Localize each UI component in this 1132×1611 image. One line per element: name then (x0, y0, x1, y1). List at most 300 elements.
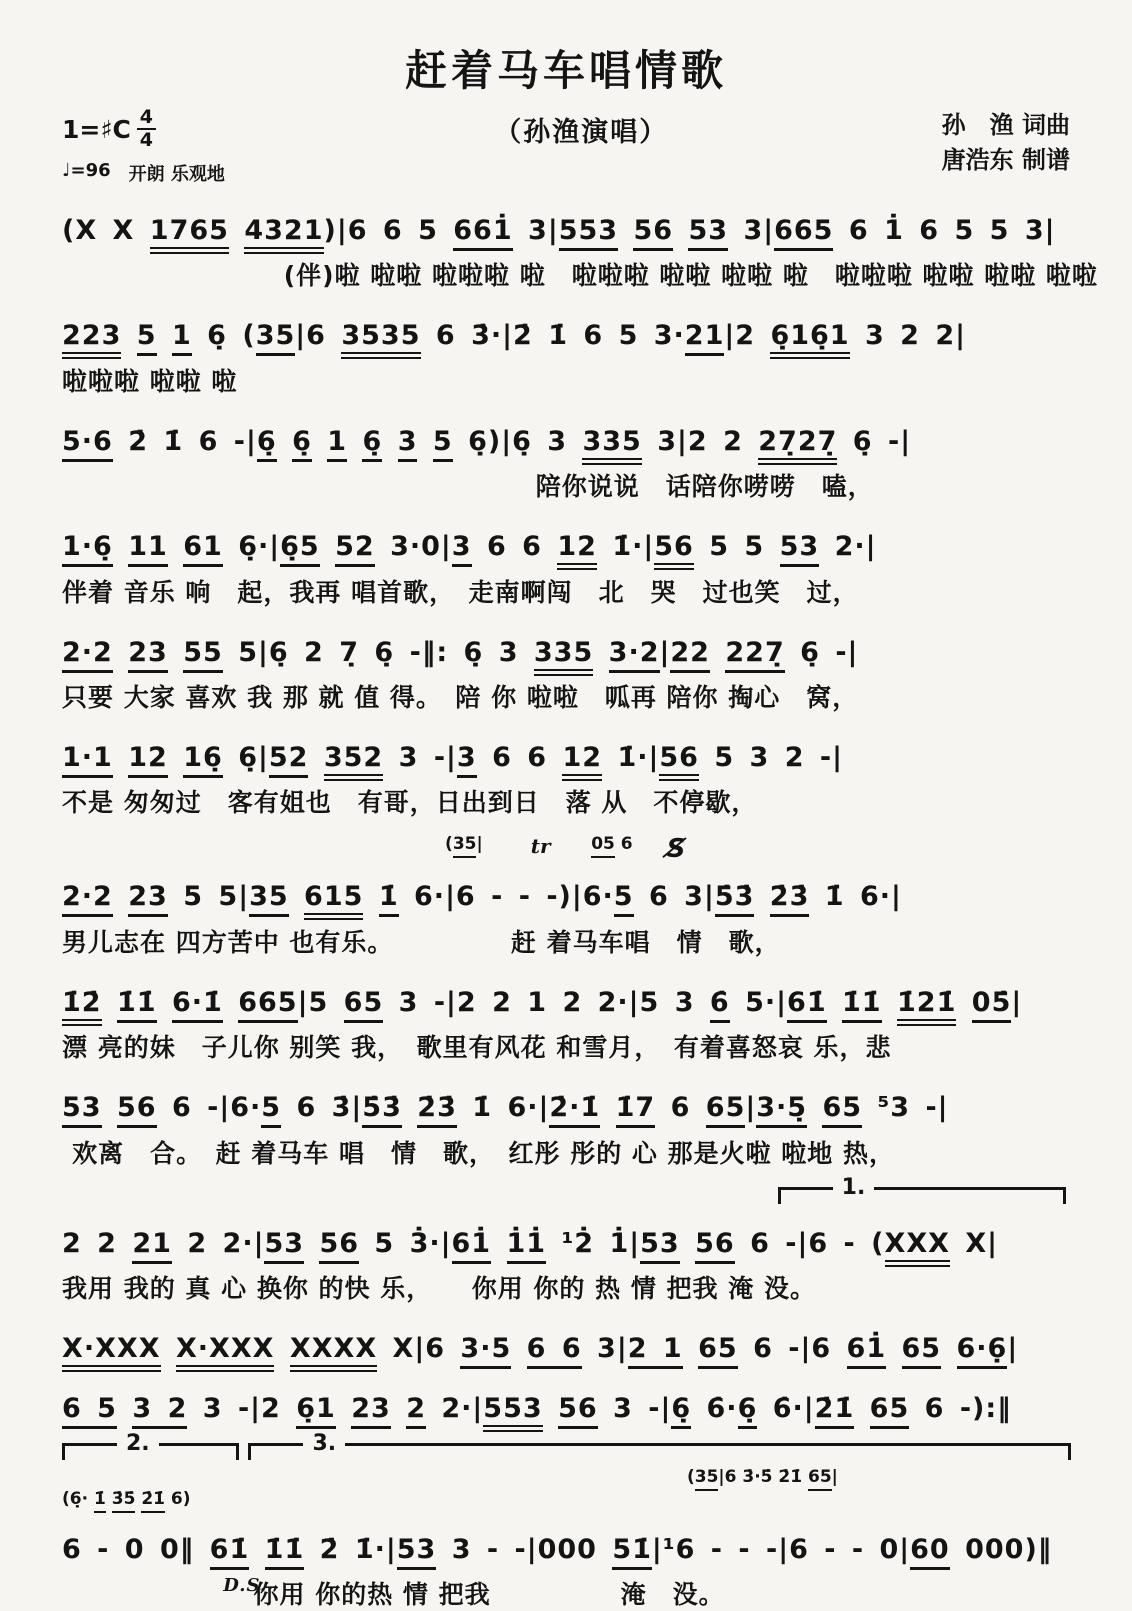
notes-line (62, 307, 1070, 352)
note-text: 6̣·| (222, 531, 281, 563)
beamed-note-group: 55 (183, 637, 223, 673)
beamed-note-group: 5 (137, 320, 157, 356)
note-text (277, 426, 292, 457)
beamed-note-group: 52 (269, 742, 309, 778)
lyrics-line (62, 783, 1070, 819)
lyrics-line (62, 1269, 1070, 1305)
beamed-note-group: 53 (264, 1228, 304, 1264)
note-text (106, 1489, 112, 1509)
lyrics-line (62, 256, 1098, 292)
beamed-note-group: 27̣27̣ (758, 426, 837, 465)
beamed-note-group: 5̇3̇ (362, 1092, 402, 1128)
beamed-note-group: 56 (659, 742, 699, 781)
system-9 (62, 1079, 1070, 1169)
notes-line (62, 1215, 1070, 1260)
notes-line (62, 1380, 1070, 1425)
lyrics-line (62, 923, 1070, 959)
beamed-note-group: 2·2 (62, 881, 113, 917)
note-text (249, 1534, 264, 1565)
note-text (543, 1393, 558, 1424)
pickup-notes (445, 834, 483, 854)
segno-icon (667, 834, 686, 864)
note-text: 2̇ 1̇·| (304, 1533, 397, 1565)
beamed-note-group: 615 (304, 881, 363, 920)
beamed-note-group: 6̣1 (296, 1393, 336, 1429)
beamed-note-group: 1̇7 (616, 1092, 656, 1128)
note-text: 3 -| (383, 741, 457, 773)
note-text: 6 3| (633, 881, 715, 913)
header-left (62, 108, 398, 186)
beamed-note-group: 1̇1̇ (117, 987, 157, 1023)
note-text (854, 1393, 869, 1424)
note-text: 3 2 2| (849, 320, 967, 352)
note-text: 1̇·| (596, 531, 655, 563)
note-text: 6 -):‖ (909, 1393, 1012, 1425)
note-text (113, 637, 128, 668)
volta-number: 3. (303, 1431, 345, 1456)
beamed-note-group: 1̇1̇ (842, 987, 882, 1023)
beamed-note-group: 2̇3̇ (770, 881, 810, 917)
notes-line (62, 974, 1070, 1019)
note-text: 3| (728, 215, 775, 246)
beamed-note-group: 21 (132, 1228, 172, 1264)
note-text (113, 742, 128, 773)
beamed-note-group: 51̇ (612, 1534, 652, 1570)
note-text (304, 1228, 319, 1259)
lyrics-line (62, 1028, 1070, 1064)
time-signature-denominator: 4 (139, 129, 154, 151)
note-text (168, 742, 183, 773)
note-text (511, 1333, 526, 1364)
note-text: 6 3̇| (281, 1092, 363, 1124)
beamed-note-group: 352 (324, 742, 383, 781)
note-text: | (831, 1466, 838, 1487)
beamed-note-group: 6̣ (362, 426, 382, 462)
note-text (320, 531, 335, 562)
beamed-note-group: 3535 (341, 320, 420, 359)
note-text (117, 1393, 132, 1424)
beamed-note-group: XXXX (290, 1333, 377, 1372)
note-text: )|6 6 5 (323, 215, 454, 246)
notes-line (62, 413, 1070, 458)
note-text: 5|6̣ 2 7̣ 6̣ -‖: 6̣ 3 (222, 636, 534, 668)
note-text: 6̇· (691, 1393, 738, 1425)
lyrics-text: (伴)啦 啦啦 啦啦啦 啦 啦啦啦 啦啦 啦啦 啦 啦啦啦 啦啦 啦啦 啦啦 (283, 261, 1098, 291)
beamed-note-group: 4321 (244, 215, 323, 254)
note-text: 5 5 (693, 531, 780, 563)
note-text: ⁵3 -| (862, 1092, 949, 1124)
volta-1-bracket (778, 1174, 1066, 1204)
beamed-note-group: 11 (128, 531, 168, 567)
note-text: 2̇ 1̇ 6 -| (112, 425, 257, 457)
note-text (102, 1092, 117, 1123)
beamed-note-group: 52 (335, 531, 375, 567)
note-text: (X X (62, 215, 150, 246)
lyrics-line (62, 678, 1070, 714)
notes-line (62, 202, 1070, 247)
notes-line (62, 729, 1070, 774)
page-title: 赶着马车唱情歌 (404, 46, 727, 95)
note-text (382, 426, 397, 457)
note-text (600, 1092, 615, 1123)
note-text: ( (686, 1466, 695, 1487)
beamed-note-group: 5·6 (62, 426, 113, 462)
beamed-note-group: 05̇ (972, 987, 1012, 1023)
beamed-note-group: 665 (238, 987, 297, 1023)
beamed-note-group: 61̇ (847, 1333, 887, 1369)
note-text: | (1011, 986, 1023, 1018)
note-text (391, 1393, 406, 1424)
note-text: (6̣· (62, 1488, 94, 1509)
grace-notes-right (687, 1467, 838, 1487)
note-text: 2 2 (62, 1227, 133, 1259)
lyrics-line (62, 467, 1070, 503)
beamed-note-group: 3·5̣ (756, 1092, 807, 1128)
beamed-note-group: 60 (910, 1534, 950, 1570)
lyrics-text: 漂 亮的妹 子儿你 别笑 我， 歌里有风花 和雪月， 有着喜怒哀 乐，悲 (62, 1033, 892, 1063)
note-text: 6̣ ( (191, 320, 256, 352)
note-text: 6̣ -| (784, 636, 859, 668)
time-signature (137, 108, 156, 150)
beamed-note-group: 3 (457, 742, 477, 778)
ds-marker: D.S. (223, 1575, 268, 1597)
beamed-note-group: 3̇5̇ (112, 1489, 136, 1513)
note-text (157, 320, 172, 351)
note-text (157, 987, 172, 1018)
tempo-mark: ♩=96 (62, 160, 111, 181)
beamed-note-group: 5̇3̇ (715, 881, 755, 917)
note-text (168, 531, 183, 562)
volta-3-bracket (248, 1430, 1070, 1460)
note-text: tr (530, 834, 551, 859)
beamed-note-group: 12 (128, 742, 168, 778)
note-text: | (745, 1092, 757, 1124)
note-text (941, 1333, 956, 1364)
beamed-note-group: 553 (559, 215, 618, 251)
note-text: 5 5| (167, 881, 250, 913)
note-text: | (476, 834, 483, 855)
beamed-note-group: 6̣ (292, 426, 312, 462)
note-text (308, 742, 323, 773)
system-12 (62, 1380, 1070, 1425)
note-text (827, 987, 842, 1018)
notes-line (62, 624, 1070, 669)
note-text: 6 -|6 - ( (734, 1227, 885, 1259)
volta-number: 2. (117, 1431, 159, 1456)
note-text (113, 531, 128, 562)
beamed-note-group: 227̣ (725, 637, 784, 673)
note-text: 3| (581, 1332, 628, 1364)
volta-2-bracket (62, 1430, 239, 1460)
note-text (363, 881, 378, 912)
beamed-note-group: 5 (614, 881, 634, 917)
beamed-note-group: 6 6 (527, 1333, 582, 1369)
note-text: 2·| (425, 1393, 484, 1425)
system-2 (62, 307, 1070, 397)
note-text: 6 (614, 834, 633, 855)
note-text: S̸ (666, 834, 686, 865)
beamed-note-group: 335 (534, 637, 593, 676)
beamed-note-group: 1̇21̇ (897, 987, 956, 1026)
note-text (223, 987, 238, 1018)
beamed-note-group: 61̇ (210, 1534, 250, 1570)
beamed-note-group: 1̇1̇ (507, 1228, 547, 1264)
beamed-note-group: XXX (885, 1228, 950, 1267)
volta-number: 1. (833, 1175, 875, 1200)
annotation-row (62, 1174, 1070, 1215)
beamed-note-group: 35 (256, 320, 296, 356)
note-text: 6 -|6 (737, 1332, 847, 1364)
note-text: 6 6 (471, 531, 558, 563)
system-1 (62, 202, 1098, 292)
beamed-note-group: 2 1 (628, 1333, 683, 1369)
beamed-note-group: 665 (774, 215, 833, 251)
beamed-note-group: 53 (688, 215, 728, 251)
beamed-note-group: 2̇3̇ (417, 1092, 457, 1128)
note-text: 2 2·| (171, 1227, 265, 1259)
beamed-note-group: 65 (902, 1333, 942, 1369)
note-text: |5 (297, 986, 344, 1018)
system-13 (62, 1430, 1070, 1611)
beamed-note-group: 23 (128, 637, 168, 673)
note-text: 6) (165, 1488, 191, 1509)
beamed-note-group: 35 (695, 1467, 719, 1491)
note-text: 6̇·| (757, 1393, 815, 1425)
beamed-note-group: 223 (62, 320, 121, 359)
note-text (347, 426, 362, 457)
credit-lyricist-composer: 孙 渔 词曲 (941, 111, 1070, 139)
beamed-note-group: 1·6̣ (62, 531, 113, 567)
beamed-note-group: 53 (62, 1092, 102, 1128)
note-text (161, 1333, 176, 1364)
note-text (593, 637, 608, 668)
beamed-note-group: 1̇ (94, 1489, 106, 1513)
beamed-note-group: 1·1 (62, 742, 113, 778)
beamed-note-group: 23 (128, 881, 168, 917)
note-text: 000)‖ (949, 1533, 1053, 1565)
note-text (680, 1228, 695, 1259)
beamed-note-group: 53 (397, 1534, 437, 1570)
annotation-row (62, 1430, 1070, 1521)
beamed-note-group: 6̣16̣1 (770, 320, 849, 359)
note-text: 3| (512, 215, 559, 246)
beamed-note-group: 56 (117, 1092, 157, 1128)
beamed-note-group: 553 (483, 1393, 542, 1432)
note-text: 1̇ 6·| (456, 1092, 550, 1124)
note-text (754, 881, 769, 912)
lyrics-text: 陪你说说 话陪你唠唠 嗑， (535, 472, 874, 502)
note-text (229, 215, 244, 246)
beamed-note-group: 65 (808, 1467, 832, 1491)
system-7 (62, 834, 1070, 958)
beamed-note-group: 6̣ (671, 1393, 691, 1429)
note-text: 6̣| (222, 741, 269, 773)
note-text (618, 215, 633, 246)
beamed-note-group: 6̇ (710, 987, 730, 1023)
note-text (274, 1333, 289, 1364)
beamed-note-group: 12 (557, 531, 597, 570)
note-text (336, 1393, 351, 1424)
expression-mark: 开朗 乐观地 (128, 164, 225, 185)
note-text: 6 3̇·|2̇ 1̇ 6 5 3· (420, 320, 685, 352)
note-text: 6̣ -| (837, 425, 912, 457)
beamed-note-group: 1̇1̇ (265, 1534, 305, 1570)
system-11 (62, 1320, 1070, 1365)
credits (765, 108, 1070, 178)
beamed-note-group: 65 (822, 1092, 862, 1128)
beamed-note-group: 56 (695, 1228, 735, 1264)
note-text (121, 320, 136, 351)
note-text (168, 637, 183, 668)
beamed-note-group: 6·1̇ (172, 987, 223, 1023)
beamed-note-group: 2̇1̇ (141, 1489, 165, 1513)
note-text (417, 426, 432, 457)
note-text (673, 215, 688, 246)
beamed-note-group: 23 (351, 1393, 391, 1429)
note-text: 6 6 (476, 741, 563, 773)
small-notes (591, 834, 632, 854)
beamed-note-group: 61̇ (452, 1228, 492, 1264)
system-10 (62, 1174, 1070, 1305)
beamed-note-group: 5 (433, 426, 453, 462)
note-text: | (1007, 1332, 1019, 1364)
annotation-row (62, 834, 1070, 868)
note-text: |6 3̇·5̇ 2̇1̇ (718, 1466, 808, 1487)
beamed-note-group: 65 (344, 987, 384, 1023)
lyrics-text: 伴着 音乐 响 起，我再 唱首歌， 走南啊闯 北 哭 过也笑 过， (62, 577, 859, 607)
note-text: 6̣)|6̣ 3 (452, 425, 583, 457)
notes-line (62, 518, 1070, 563)
note-text: 3|2 2 (641, 425, 759, 457)
note-text (113, 881, 128, 912)
beamed-note-group: 1 (327, 426, 347, 462)
lyrics-text: 你用 你的热 情 把我 淹 没。 (253, 1580, 725, 1610)
beamed-note-group: 6̣ (738, 1393, 758, 1429)
notes-line (62, 1320, 1070, 1365)
system-4 (62, 518, 1070, 608)
note-text: 6·|6 - - -)|6· (398, 881, 614, 913)
note-text (807, 1092, 822, 1123)
beamed-note-group: 1̇ (379, 881, 399, 917)
beamed-note-group: 2 (406, 1393, 426, 1429)
note-text (882, 987, 897, 1018)
system-8 (62, 974, 1070, 1064)
beamed-note-group: 56 (633, 215, 673, 251)
lyrics-text: 不是 匆匆过 客有姐也 有哥，日出到日 落 从 不停歇， (62, 788, 758, 818)
beamed-note-group: 61 (183, 531, 223, 567)
note-text: 3·0| (374, 531, 452, 563)
beamed-note-group: 12 (562, 742, 602, 781)
note-text: 2·| (819, 531, 877, 563)
system-5 (62, 624, 1070, 714)
beamed-note-group: 5 (261, 1092, 281, 1128)
note-text: 1̇·| (602, 741, 660, 773)
beamed-note-group: 1̇2̇ (62, 987, 102, 1026)
lyrics-text: 啦啦啦 啦啦 啦 (62, 366, 238, 396)
note-text (102, 987, 117, 1018)
note-text: 6 - 0 0‖ (62, 1533, 210, 1565)
note-text: |2 (724, 320, 771, 352)
beamed-note-group: 53 (640, 1228, 680, 1264)
note-text (956, 987, 971, 1018)
beamed-note-group: 6̣ (257, 426, 277, 462)
note-text: 6 1̇ 6 5 5 3| (833, 215, 1056, 246)
beamed-note-group: 2̇·1̇ (549, 1092, 600, 1128)
note-text (683, 1333, 698, 1364)
beamed-note-group: 56 (319, 1228, 359, 1264)
note-text: | (659, 636, 671, 668)
beamed-note-group: 2̇1̇ (815, 1393, 855, 1429)
trill-mark (531, 834, 551, 858)
note-text (710, 637, 725, 668)
note-text: ¹2̇ 1̇| (546, 1227, 641, 1259)
notes-line (62, 1521, 1070, 1566)
beamed-note-group: 61̇ (787, 987, 827, 1023)
grace-notes-left (62, 1489, 191, 1509)
lyrics-line (62, 362, 1070, 398)
beamed-note-group: 05 (591, 834, 615, 858)
beamed-note-group: 3 (398, 426, 418, 462)
note-text: 5 3 2 -| (698, 741, 843, 773)
beamed-note-group: 35 (453, 834, 477, 858)
notes-line (62, 1079, 1070, 1124)
beamed-note-group: 1 (172, 320, 192, 356)
beamed-note-group: 22 (670, 637, 710, 673)
lyrics-text: 我用 我的 真 心 换你 的快 乐， 你用 你的 热 情 把我 淹 没。 (62, 1273, 816, 1303)
lyrics-text: 欢离 合。 赶 着马车 唱 情 歌， 红彤 彤的 心 那是火啦 啦地 热， (72, 1138, 896, 1168)
time-signature-numerator: 4 (137, 108, 156, 130)
lyrics-line (62, 573, 1070, 609)
note-text: ( (445, 834, 453, 855)
credit-arranger: 唐浩东 制谱 (941, 145, 1070, 174)
lyrics-line (62, 1575, 1070, 1611)
beamed-note-group: 335 (582, 426, 641, 465)
tempo-line (62, 160, 398, 186)
note-text: 1̇ 6·| (809, 881, 902, 913)
note-text (886, 1333, 901, 1364)
beamed-note-group: 6·6̣ (957, 1333, 1008, 1369)
note-text: 3 -|2 2 1 2 2·|5 3 (383, 986, 710, 1018)
beamed-note-group: 3·5 (460, 1333, 511, 1369)
note-text: X|6 (377, 1332, 461, 1364)
lyrics-text: 只要 大家 喜欢 我 那 就 值 得。 陪 你 啦啦 呱再 陪你 掏心 窝， (62, 682, 859, 712)
note-text (402, 1092, 417, 1123)
score (62, 202, 1098, 1611)
notes-line (62, 868, 1070, 913)
beamed-note-group: 21 (685, 320, 725, 356)
note-text (491, 1228, 506, 1259)
beamed-note-group: 1765 (150, 215, 229, 254)
lyrics-line (62, 1134, 1070, 1170)
note-text (289, 881, 304, 912)
beamed-note-group: 65 (870, 1393, 910, 1429)
beamed-note-group: 65 (698, 1333, 738, 1369)
lyrics-text: 男儿志在 四方苦中 也有乐。 赶 着马车唱 情 歌， (62, 927, 781, 957)
beamed-note-group: 3 (452, 531, 472, 567)
note-text: 5 3̇·| (359, 1227, 452, 1259)
beamed-note-group: 661̇ (453, 215, 512, 251)
beamed-note-group: 16̣ (183, 742, 223, 778)
beamed-note-group: 56 (558, 1393, 598, 1429)
note-text: |6 (295, 320, 342, 352)
subtitle: （孙渔演唱） (494, 117, 669, 148)
beamed-note-group: 6 5 (62, 1393, 117, 1429)
note-text: X| (949, 1227, 999, 1259)
beamed-note-group: 35 (249, 881, 289, 917)
beamed-note-group: 2·2 (62, 637, 113, 673)
system-6 (62, 729, 1070, 819)
beamed-note-group: 56 (654, 531, 694, 570)
